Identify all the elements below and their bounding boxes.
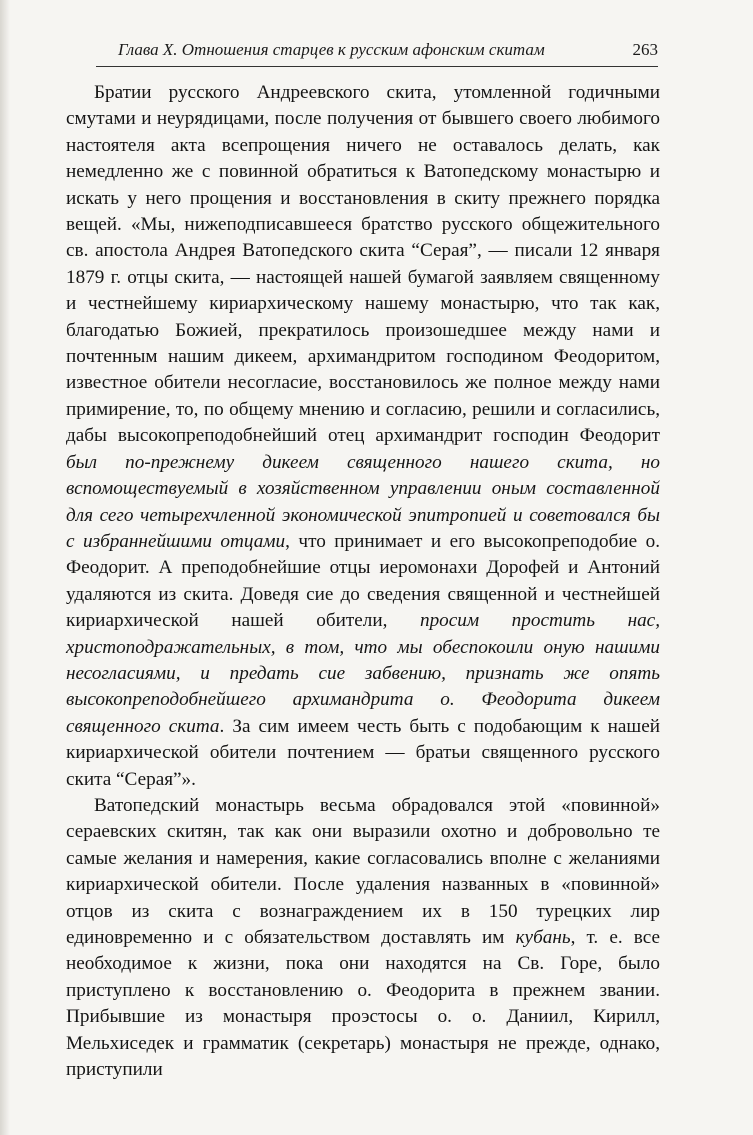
paragraph-1-segment-italic: был по-прежнему дикеем священного нашего скита, но вспомоществуемый в хозяйственном управлении оным составленной для сего четырехчленной экономической эпитропией и советовался бы с избраннейшими отцами bbox=[66, 451, 660, 552]
paragraph-2-segment-italic: кубань bbox=[515, 927, 571, 948]
paragraph-1-segment: . За сим имеем честь быть с подобающим к нашей кириархической обители почтением — братьи священного русского скита “Серая”». bbox=[66, 715, 660, 790]
paragraph-1-segment-italic: просим простить нас, христоподражательных, в том, что мы обеспокоили оную нашими несогласиями, и предать сие забвению, признать же опять высокопреподобнейшего архимандрита о. Феодорита дикеем священного скита bbox=[66, 610, 660, 737]
paragraph-2-segment: , т. е. все необходимое к жизни, пока они находятся на Св. Горе, было приступлено к восстановлению о. Феодорита в прежнем звании. Прибывшие из монастыря проэстосы о. о. Даниил, Кирилл, Мельхиседек и грамматик (секретарь) монастыря не прежде, однако, приступили bbox=[66, 927, 660, 1081]
paragraph-1 bbox=[66, 80, 660, 793]
paragraph-2 bbox=[66, 793, 660, 1083]
page-gutter-shadow bbox=[0, 0, 10, 1135]
paragraph-1-segment: Братии русского Андреевского скита, утомленной годичными смутами и неурядицами, после получения от бывшего своего любимого настоятеля акта всепрощения ничего не оставалось делать, как немедленно же с повинной обратиться к Ватопедскому монастырю и искать у него прощения и восстановления в скиту прежнего порядка вещей. «Мы, нижеподписавшееся братство русского общежительного св. апостола Андрея Ватопедского скита “Серая”, — писали 12 января 1879 г. отцы скита, — настоящей нашей бумагой заявляем священному и честнейшему кириархическому нашему монастырю, что так как, благодатью Божией, прекратилось произошедшее между нами и почтенным нашим дикеем, архимандритом господином Феодоритом, известное обители несогласие, восстановилось же полное между нами примирение, то, по общему мнению и согласию, решили и согласились, дабы высокопреподобнейший отец архимандрит господин Феодорит bbox=[66, 82, 660, 447]
body-text bbox=[66, 80, 660, 1083]
chapter-title: Глава X. Отношения старцев к русским афонским скитам bbox=[118, 40, 545, 59]
paragraph-1-segment: , что принимает и его высокопреподобие о. Феодорит. А преподобнейшие отцы иеромонахи Дорофей и Антоний удаляются из скита. Доведя сие до сведения священной и честнейшей кириархической нашей обители, bbox=[66, 530, 660, 632]
page-number: 263 bbox=[632, 40, 658, 59]
paragraph-2-segment: Ватопедский монастырь весьма обрадовался этой «повинной» сераевских скитян, так как они выразили охотно и добровольно те самые желания и намерения, какие согласовались вполне с желаниями кириархической обители. После удаления названных в «повинной» отцов из скита с вознаграждением их в 150 турецких лир единовременно и с обязательством доставлять им bbox=[66, 794, 660, 948]
header-rule bbox=[96, 66, 658, 67]
running-header bbox=[96, 40, 658, 64]
